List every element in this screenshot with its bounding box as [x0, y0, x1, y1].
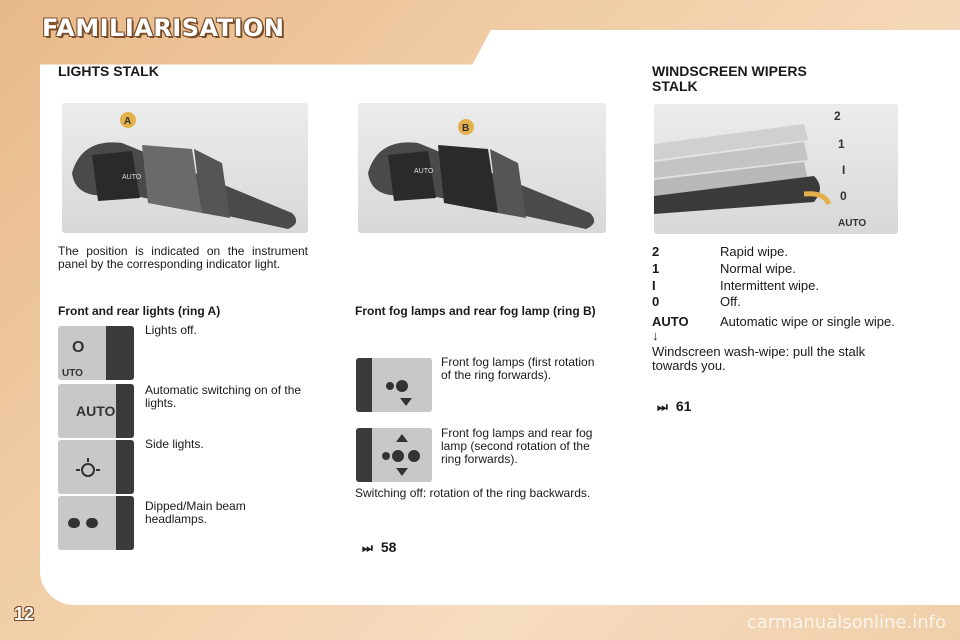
- down-arrow-icon: ↓: [652, 328, 659, 343]
- lights-auto-text: Automatic switching on of the lights.: [145, 383, 302, 410]
- wipers-heading: WINDSCREEN WIPERS STALK: [652, 63, 807, 94]
- ring-a-stalk-image: [62, 103, 308, 233]
- page-ref-58[interactable]: ⏭ 58: [362, 539, 397, 555]
- ring-a-marker: A: [124, 116, 132, 127]
- ring-a-heading: Front and rear lights (ring A): [58, 304, 221, 318]
- page-title: FAMILIARISATION: [42, 14, 285, 42]
- lights-stalk-heading: LIGHTS STALK: [58, 63, 159, 79]
- svg-text:AUTO: AUTO: [414, 168, 434, 175]
- wiper-label-i: I: [842, 163, 846, 177]
- ring-b-marker: B: [462, 123, 470, 134]
- svg-text:AUTO: AUTO: [76, 403, 116, 419]
- svg-text:UTO: UTO: [62, 368, 83, 379]
- lights-intro-text: The position is indicated on the instrument panel by the corresponding indicator light.: [58, 244, 308, 271]
- lights-off-text: Lights off.: [145, 323, 197, 337]
- page-ref-arrow-icon: ⏭: [362, 541, 373, 555]
- dipped-beam-text: Dipped/Main beam headlamps.: [145, 499, 246, 526]
- side-lights-thumb: [58, 440, 134, 494]
- svg-text:O: O: [72, 339, 85, 356]
- page-number: 12: [14, 604, 35, 624]
- rear-fog-thumb: [356, 428, 432, 482]
- switch-off-text: Switching off: rotation of the ring backwards.: [355, 486, 591, 500]
- front-fog-thumb: [356, 358, 432, 412]
- lights-off-thumb: [58, 326, 134, 380]
- front-fog-text: Front fog lamps (first rotation of the ring forwards).: [441, 355, 595, 382]
- wiper-label-0: 0: [840, 189, 847, 203]
- wiper-label-1: 1: [838, 137, 845, 151]
- watermark: carmanualsonline.info: [746, 612, 946, 633]
- lights-auto-thumb: [58, 384, 134, 438]
- ring-b-heading: Front fog lamps and rear fog lamp (ring B): [355, 304, 596, 318]
- page-ref-61[interactable]: ⏭ 61: [657, 398, 692, 414]
- ring-b-stalk-image: [358, 103, 606, 233]
- side-lights-text: Side lights.: [145, 437, 204, 451]
- dipped-beam-thumb: [58, 496, 134, 550]
- page-ref-arrow-icon: ⏭: [657, 400, 668, 414]
- svg-text:AUTO: AUTO: [122, 174, 142, 181]
- rear-fog-text: Front fog lamps and rear fog lamp (second rotation of the ring forwards).: [441, 426, 593, 466]
- wiper-label-2: 2: [834, 109, 841, 123]
- wiper-label-auto: AUTO: [838, 218, 867, 229]
- wiper-stalk-image: [654, 104, 898, 234]
- wash-wipe-text: Windscreen wash-wipe: pull the stalk towards you.: [652, 344, 866, 373]
